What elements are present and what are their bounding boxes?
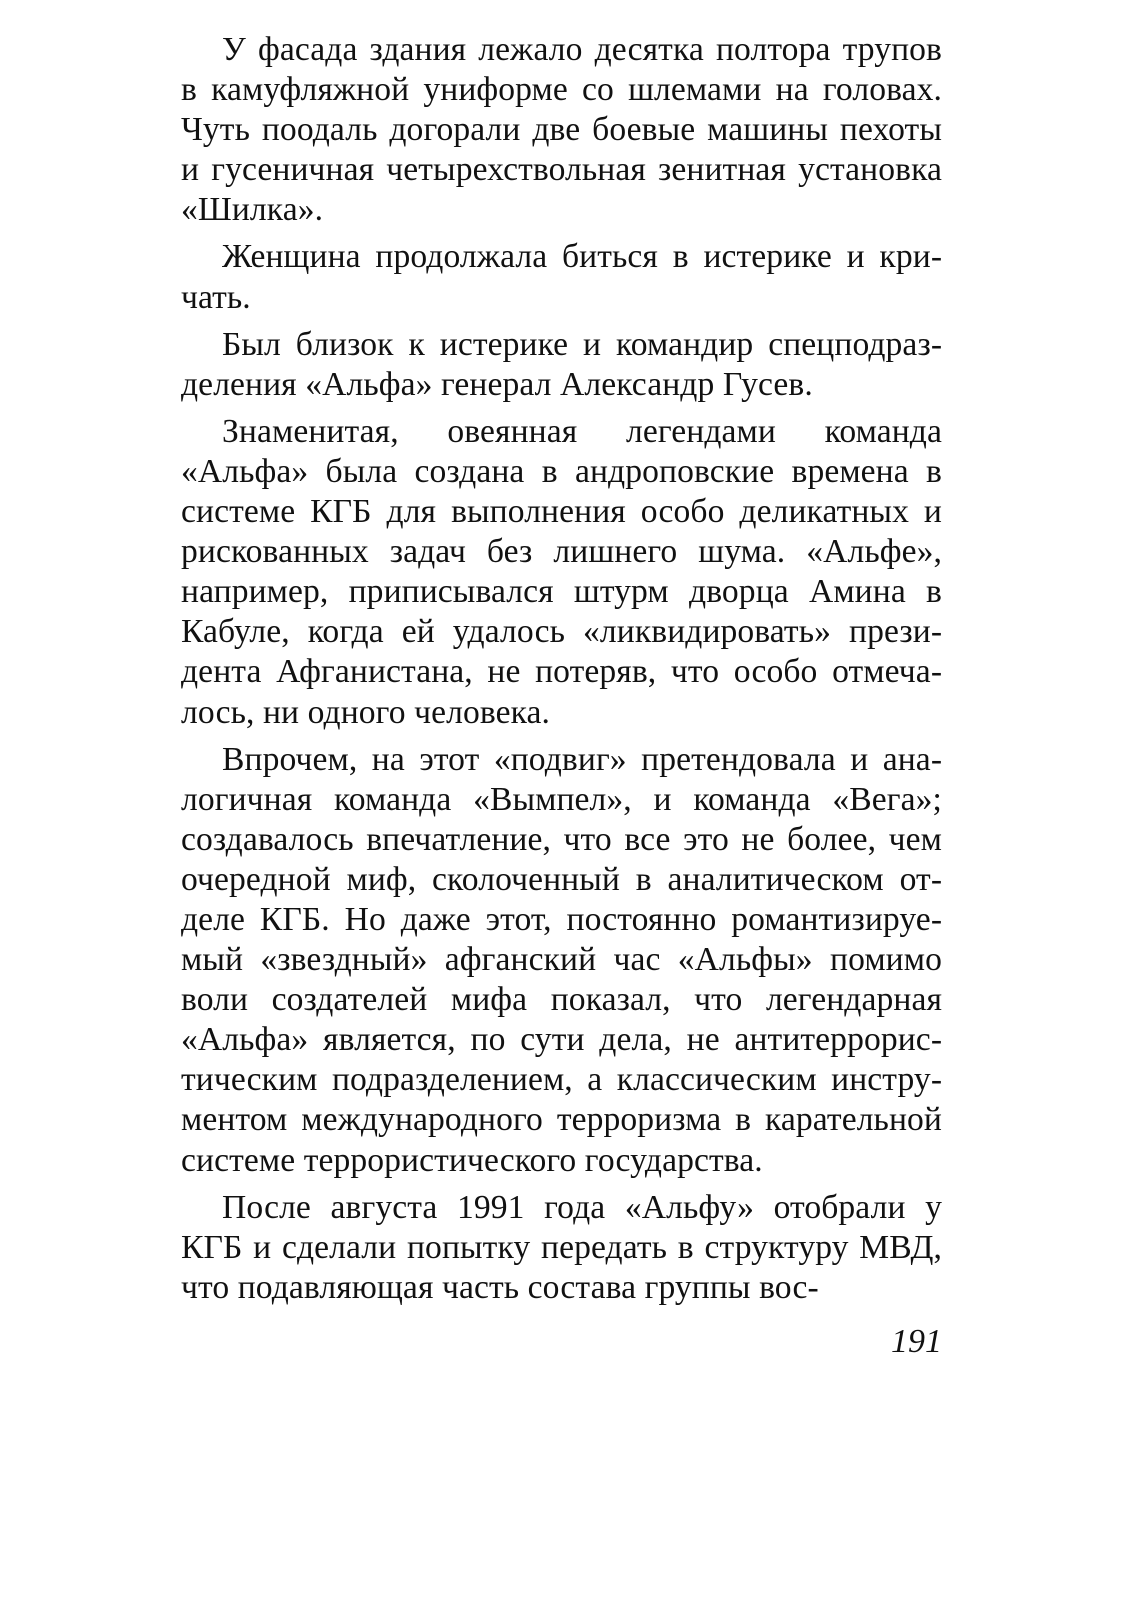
paragraph-6: После августа 1991 года «Альфу» отобрали у КГБ и сделали попытку передать в структуру МВД, что подавляющая часть состава группы вос- xyxy=(181,1188,942,1306)
paragraph-2: Женщина продолжала биться в истерике и кричать. xyxy=(181,238,942,316)
page-number: 191 xyxy=(891,1323,942,1360)
paragraph-1: У фасада здания лежало десятка полтора трупов в камуфляжной униформе со шлемами на головах. Чуть поодаль догорали две боевые машины пехоты и гусеничная четырехствольная зенитная установка «Шилка». xyxy=(181,31,942,229)
paragraph-3: Был близок к истерике и командир спецподразделения «Альфа» генерал Александр Гусев. xyxy=(181,325,942,403)
paragraph-4: Знаменитая, овеянная легендами команда «Альфа» была создана в андроповские времена в системе КГБ для выполнения особо деликатных и рискованных задач без лишнего шума. «Альфе», например, приписывался штурм дворца Амина в Кабуле, когда ей удалось «ликвидировать» президента Афганистана, не потеряв, что особо отмечалось, ни одного человека. xyxy=(181,412,942,731)
paragraph-5: Впрочем, на этот «подвиг» претендовала и аналогичная команда «Вымпел», и команда «Вега»; создавалось впечатление, что все это не более, чем очередной миф, сколоченный в аналитическом отделе КГБ. Но даже этот, постоянно романтизируемый «звездный» афганский час «Альфы» помимо воли создателей мифа показал, что легендарная «Альфа» является, по сути дела, не антитеррористическим подразделением, а классическим инструментом международного терроризма в карательной системе террористического государства. xyxy=(181,740,942,1179)
body-text xyxy=(181,30,942,1315)
